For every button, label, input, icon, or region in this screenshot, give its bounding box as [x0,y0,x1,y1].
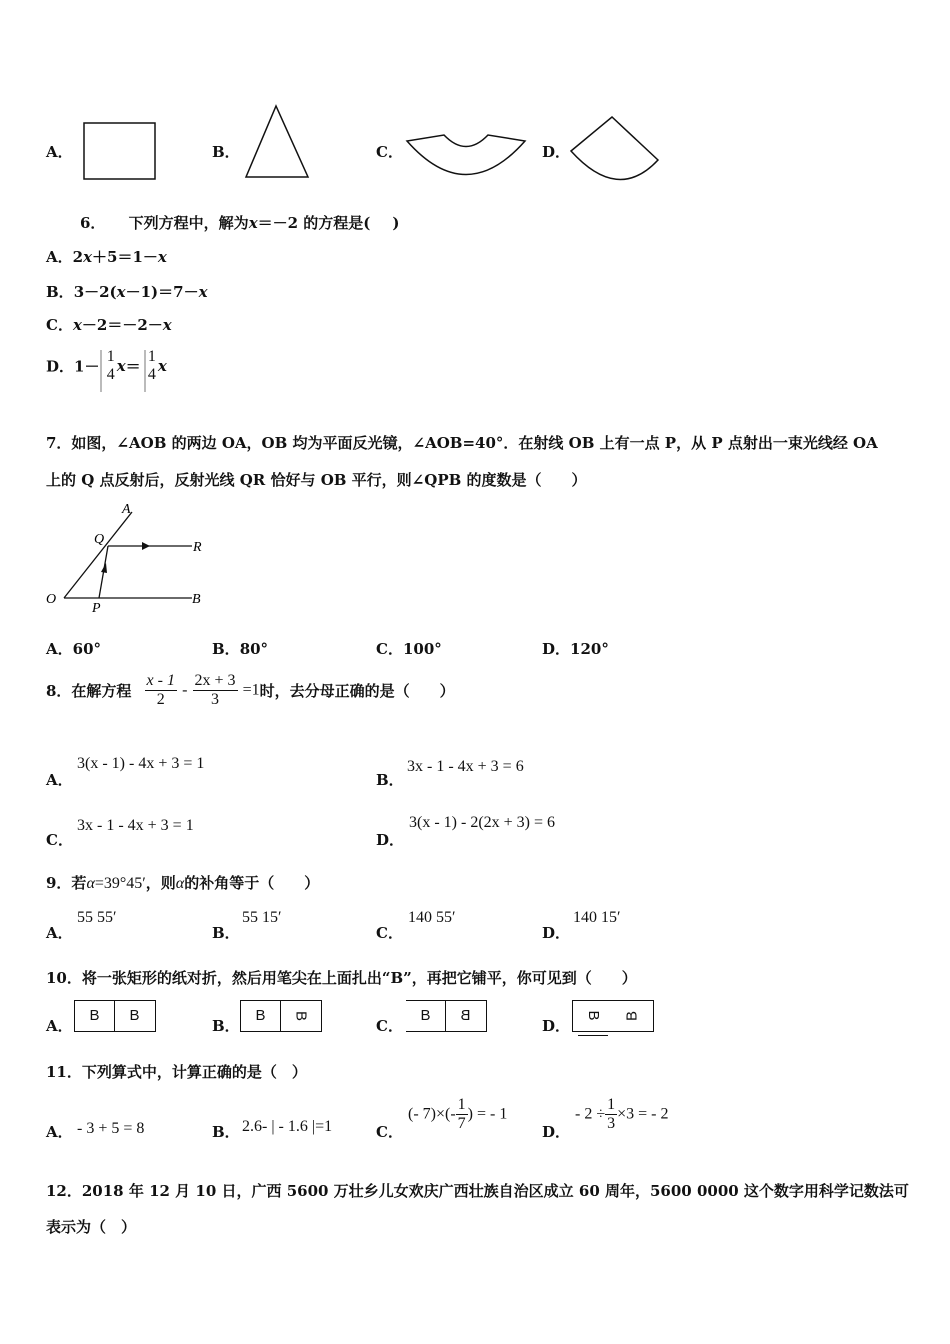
q8-option-b-label: B． [376,771,404,789]
option-pre: 2 [72,248,84,266]
q7-option-b [212,638,268,659]
rectangle-shape [82,121,158,181]
option-label: C． [46,316,73,334]
q12-stem-line1: 12．2018 年 12 月 10 日，广西 5600 万壮乡儿女欢庆广西壮族自治区成立 60 周年，5600 0000 这个数字用科学记数法可 [46,1182,909,1200]
frac-den: 2 [156,691,165,708]
q9-option-b-label: B． [212,924,240,942]
q10-option-d-label: D． [542,1017,571,1035]
frac-den: 7 [457,1115,466,1132]
q9-option-c-value: 140 55′ [408,909,456,926]
q8-option-d-label: D． [376,831,405,849]
q9-option-a-value: 55 55′ [77,909,117,926]
option-var: x [198,283,208,301]
frac-den: 4 [147,366,156,383]
q9-option-c-label: C． [376,924,403,942]
option-label: D． [46,357,75,376]
q10-option-b-label: B． [212,1017,240,1035]
q5-option-c-label: C． [376,143,403,161]
letter-b-normal: B [75,1001,115,1031]
label-a: A [122,502,131,517]
q7-option-c [376,638,442,659]
label-r: R [193,540,202,555]
q6-stem [80,212,400,233]
arrow-qr [142,542,150,550]
letter-b-rotated: B [578,996,608,1036]
option-value: 80° [239,640,269,658]
label-q: Q [94,532,105,547]
q9-option-b-value: 55 15′ [242,909,282,926]
q9-suffix: 的补角等于（ ） [184,874,320,892]
q9-alpha: α [86,875,95,892]
q11-option-a-label: A． [46,1123,73,1141]
option-var: x [72,316,82,334]
letter-b-mirrored: B [460,1007,471,1024]
option-label: D． [542,640,571,658]
q7-option-a [46,638,101,659]
option-mid: －2＝－2－ [81,316,163,334]
q12-stem-line2: 表示为（ ） [46,1218,137,1236]
option-value: 120° [570,640,609,658]
frac-num: 1 [607,1096,616,1113]
q11-option-d-expr [575,1096,668,1133]
q11-option-d-label: D． [542,1123,571,1141]
q10-option-c-label: C． [376,1017,403,1035]
q8-fraction-2 [193,672,238,709]
q5-option-a-label: A． [46,143,73,161]
q8-fraction-1 [145,672,177,709]
option-var: x [116,283,126,301]
arrow-pq [101,563,107,573]
q9-condition: =39°45′ [94,875,146,892]
q7-option-d [542,638,609,659]
q11-option-b-label: B． [212,1123,240,1141]
q11-stem: 11．下列算式中，计算正确的是（ ） [46,1063,307,1081]
q11-option-c-label: C． [376,1123,403,1141]
q6-var: x [248,214,258,232]
q7-figure [42,500,212,615]
expr-post: ) = - 1 [467,1105,508,1123]
q7-stem-line1: 7．如图，∠AOB 的两边 OA，OB 均为平面反光镜，∠AOB=40°．在射线 OB 上有一点 P，从 P 点射出一束光线经 OA [46,434,878,452]
q6-number: 6． [80,214,106,232]
option-var: x [157,248,167,266]
q8-rhs: =1 [242,681,260,699]
option-eq: ＝ [125,357,141,376]
expr-post: ×3 = - 2 [617,1105,669,1123]
fraction [456,1096,468,1133]
q8-option-c-expr: 3x - 1 - 4x + 3 = 1 [77,817,194,834]
q11-option-c-expr [408,1096,507,1133]
letter-b-normal: B [129,1007,140,1024]
option-pre: 3－2( [73,283,117,301]
q9-prefix: 9．若 [46,874,87,892]
q6-option-b [46,281,208,302]
q9-option-d-value: 140 15′ [573,909,621,926]
expr-pre: - 2 ÷ [575,1105,606,1123]
q10-option-a-paper [74,1000,156,1032]
q9-alpha: α [175,875,185,892]
q6-d-fraction-bars [100,346,170,396]
frac-den: 4 [106,366,115,383]
option-mid: ＋5＝1－ [92,248,158,266]
q8-minus: - [182,681,188,699]
q8-option-a-expr: 3(x - 1) - 4x + 3 = 1 [77,755,205,772]
annular-sector-shape [404,128,528,184]
q7-stem-line2: 上的 Q 点反射后，反射光线 QR 恰好与 OB 平行，则∠QPB 的度数是（ ） [46,471,587,489]
fraction [605,1096,617,1133]
label-o: O [46,592,57,607]
frac-den: 3 [607,1115,616,1132]
ray-oa [64,512,132,598]
label-b: B [192,592,201,607]
q6-paren-end: ) [392,214,400,232]
letter-b-normal: B [241,1001,281,1031]
q10-option-b-paper [240,1000,322,1032]
frac-den: 3 [211,691,220,708]
frac-num: 1 [147,348,156,365]
q9-stem [46,872,319,893]
option-value: 100° [402,640,442,658]
q8-option-a-label: A． [46,771,73,789]
q10-stem: 10．将一张矩形的纸对折，然后用笔尖在上面扎出“B”，再把它铺平，你可见到（ ） [46,969,637,987]
q5-option-b-label: B． [212,143,240,161]
q6-option-c [46,314,172,335]
q8-option-b-expr: 3x - 1 - 4x + 3 = 6 [407,758,524,775]
q11-option-b-expr: 2.6- | - 1.6 |=1 [242,1118,333,1135]
option-var: x [157,357,167,375]
q11-option-a-expr: - 3 + 5 = 8 [77,1120,145,1137]
letter-b-rotated: B [292,1010,310,1021]
q10-option-d-paper [572,1000,654,1032]
frac-num: 1 [106,348,115,365]
option-var: x [162,316,172,334]
q9-option-a-label: A． [46,924,73,942]
q8-option-c-label: C． [46,831,73,849]
q9-mid: ，则 [145,874,176,892]
q8-suffix: 时，去分母正确的是（ ） [259,682,455,700]
option-var: x [116,357,126,375]
option-var: x [83,248,93,266]
q6-stem-text: 下列方程中，解为 [128,214,249,232]
option-pre: 1－ [74,357,100,376]
triangle-shape [244,104,310,180]
q6-option-a [46,246,167,267]
option-label: B． [212,640,240,658]
q8-stem [46,672,455,716]
letter-b-rotated: B [623,1011,641,1022]
option-mid: －1)＝7－ [125,283,199,301]
q5-option-d-label: D． [542,143,571,161]
q8-prefix: 8．在解方程 [46,682,132,700]
expr-pre: (- 7)×(- [408,1105,456,1123]
option-label: A． [46,640,73,658]
frac-num: x - 1 [146,672,175,689]
q10-option-c-paper [406,1000,487,1032]
q8-option-d-expr: 3(x - 1) - 2(2x + 3) = 6 [409,814,556,831]
q10-option-a-label: A． [46,1017,73,1035]
q9-option-d-label: D． [542,924,571,942]
option-label: B． [46,283,74,301]
letter-b-normal: B [406,1001,446,1031]
frac-num: 2x + 3 [194,672,236,689]
option-label: A． [46,248,73,266]
frac-num: 1 [457,1096,466,1113]
sector-shape [568,113,662,185]
label-p: P [92,601,101,615]
option-label: C． [376,640,403,658]
option-value: 60° [72,640,102,658]
q6-stem-mid: ＝－2 的方程是( [257,214,371,232]
